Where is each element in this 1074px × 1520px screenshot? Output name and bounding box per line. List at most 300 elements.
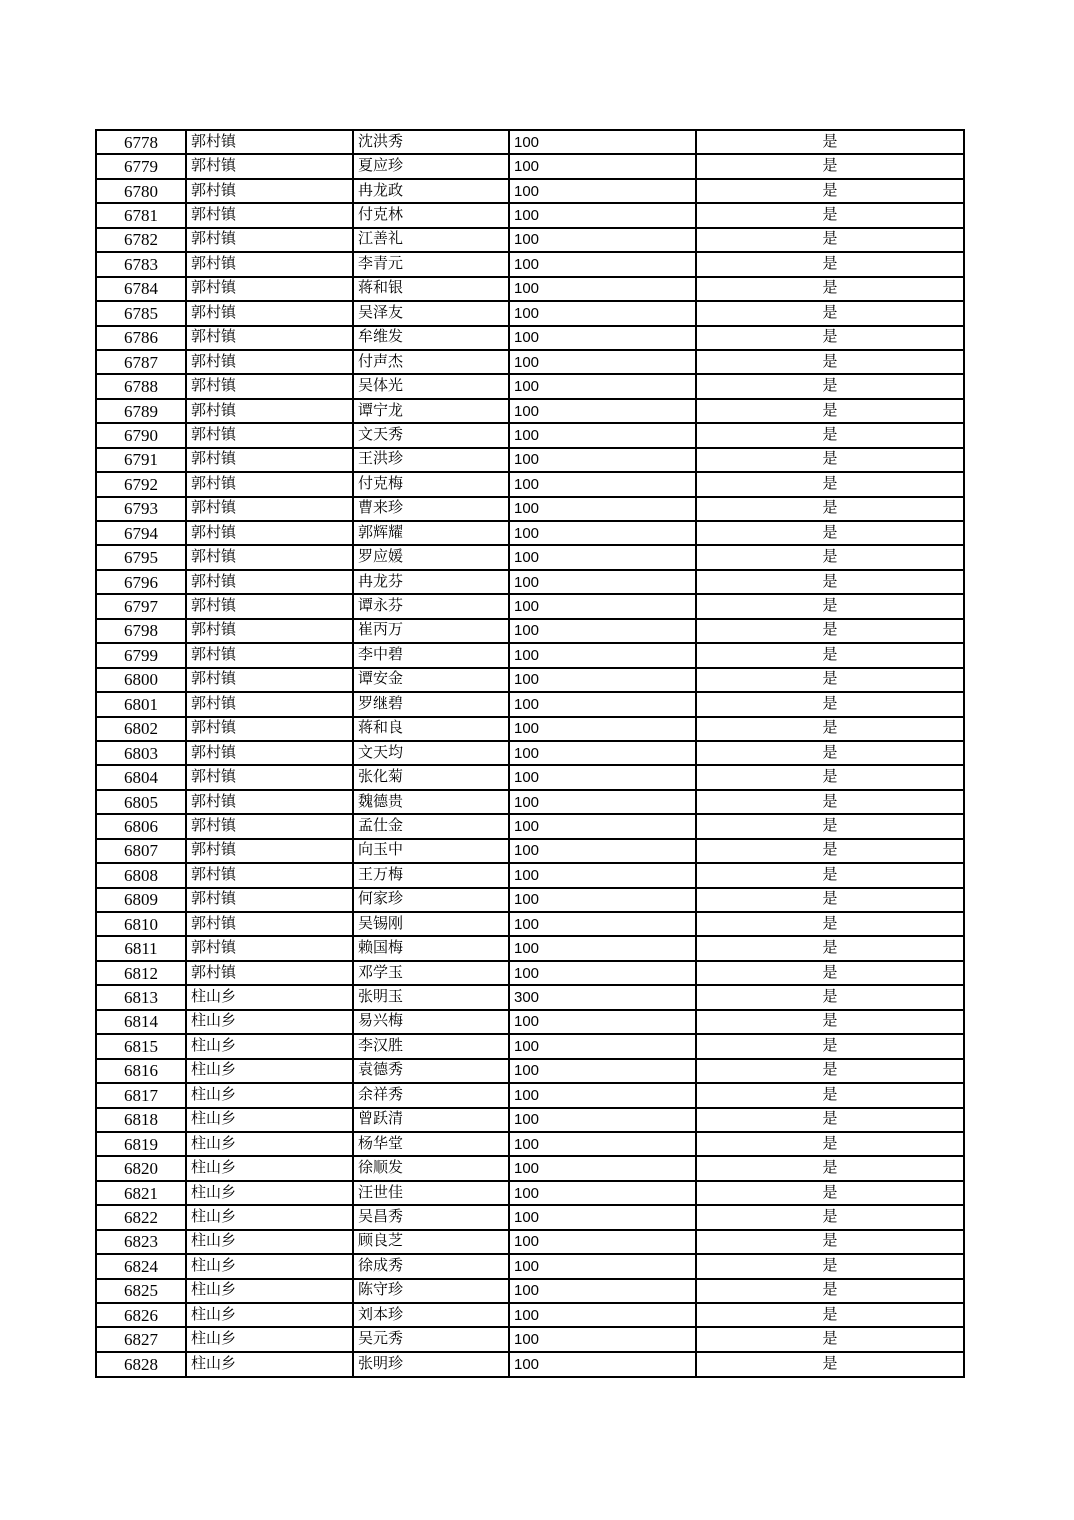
cell-confirmed: 是 xyxy=(696,179,964,203)
cell-name: 沈洪秀 xyxy=(353,130,509,154)
cell-town: 郭村镇 xyxy=(186,814,353,838)
table-row xyxy=(96,350,964,374)
cell-town: 郭村镇 xyxy=(186,374,353,398)
cell-amount: 100 xyxy=(509,1181,696,1205)
cell-id: 6795 xyxy=(96,545,186,569)
cell-id: 6826 xyxy=(96,1303,186,1327)
table-row xyxy=(96,1254,964,1278)
cell-name: 张明玉 xyxy=(353,985,509,1009)
cell-id: 6824 xyxy=(96,1254,186,1278)
cell-confirmed: 是 xyxy=(696,863,964,887)
table-row xyxy=(96,277,964,301)
cell-confirmed: 是 xyxy=(696,912,964,936)
cell-confirmed: 是 xyxy=(696,1059,964,1083)
cell-name: 吴体光 xyxy=(353,374,509,398)
table-row xyxy=(96,839,964,863)
cell-confirmed: 是 xyxy=(696,521,964,545)
cell-name: 余祥秀 xyxy=(353,1083,509,1107)
cell-amount: 100 xyxy=(509,668,696,692)
cell-confirmed: 是 xyxy=(696,1254,964,1278)
cell-confirmed: 是 xyxy=(696,203,964,227)
table-row xyxy=(96,717,964,741)
cell-id: 6788 xyxy=(96,374,186,398)
cell-id: 6807 xyxy=(96,839,186,863)
cell-confirmed: 是 xyxy=(696,448,964,472)
cell-id: 6815 xyxy=(96,1034,186,1058)
cell-name: 顾良芝 xyxy=(353,1230,509,1254)
cell-confirmed: 是 xyxy=(696,643,964,667)
table-row xyxy=(96,1303,964,1327)
cell-town: 郭村镇 xyxy=(186,301,353,325)
cell-amount: 100 xyxy=(509,1303,696,1327)
table-row xyxy=(96,1034,964,1058)
cell-name: 李汉胜 xyxy=(353,1034,509,1058)
cell-amount: 100 xyxy=(509,203,696,227)
cell-confirmed: 是 xyxy=(696,692,964,716)
cell-id: 6781 xyxy=(96,203,186,227)
cell-confirmed: 是 xyxy=(696,1083,964,1107)
cell-id: 6792 xyxy=(96,472,186,496)
cell-town: 郭村镇 xyxy=(186,179,353,203)
cell-name: 曹来珍 xyxy=(353,497,509,521)
cell-id: 6791 xyxy=(96,448,186,472)
table-row xyxy=(96,790,964,814)
cell-name: 吴锡刚 xyxy=(353,912,509,936)
table-row xyxy=(96,668,964,692)
cell-town: 郭村镇 xyxy=(186,130,353,154)
cell-confirmed: 是 xyxy=(696,154,964,178)
cell-name: 付克梅 xyxy=(353,472,509,496)
cell-name: 杨华堂 xyxy=(353,1132,509,1156)
cell-amount: 100 xyxy=(509,741,696,765)
cell-amount: 100 xyxy=(509,594,696,618)
cell-id: 6780 xyxy=(96,179,186,203)
cell-amount: 100 xyxy=(509,1352,696,1377)
cell-town: 柱山乡 xyxy=(186,1083,353,1107)
cell-confirmed: 是 xyxy=(696,888,964,912)
cell-confirmed: 是 xyxy=(696,252,964,276)
cell-amount: 100 xyxy=(509,1132,696,1156)
cell-amount: 100 xyxy=(509,1205,696,1229)
table-row xyxy=(96,423,964,447)
cell-confirmed: 是 xyxy=(696,1303,964,1327)
cell-amount: 100 xyxy=(509,374,696,398)
cell-confirmed: 是 xyxy=(696,326,964,350)
cell-name: 吴元秀 xyxy=(353,1327,509,1351)
cell-id: 6785 xyxy=(96,301,186,325)
cell-amount: 100 xyxy=(509,1327,696,1351)
cell-amount: 100 xyxy=(509,1108,696,1132)
table-row xyxy=(96,326,964,350)
cell-id: 6820 xyxy=(96,1156,186,1180)
cell-confirmed: 是 xyxy=(696,1181,964,1205)
table-row xyxy=(96,1205,964,1229)
cell-town: 郭村镇 xyxy=(186,863,353,887)
cell-id: 6796 xyxy=(96,570,186,594)
table-row xyxy=(96,179,964,203)
table-row xyxy=(96,154,964,178)
cell-confirmed: 是 xyxy=(696,1132,964,1156)
cell-confirmed: 是 xyxy=(696,1230,964,1254)
beneficiary-table xyxy=(95,129,965,1378)
cell-id: 6803 xyxy=(96,741,186,765)
cell-town: 郭村镇 xyxy=(186,619,353,643)
cell-amount: 100 xyxy=(509,1034,696,1058)
cell-amount: 100 xyxy=(509,423,696,447)
cell-id: 6784 xyxy=(96,277,186,301)
cell-amount: 100 xyxy=(509,643,696,667)
cell-name: 谭宁龙 xyxy=(353,399,509,423)
cell-town: 郭村镇 xyxy=(186,692,353,716)
cell-name: 袁德秀 xyxy=(353,1059,509,1083)
cell-amount: 100 xyxy=(509,1010,696,1034)
cell-id: 6818 xyxy=(96,1108,186,1132)
table-row xyxy=(96,863,964,887)
cell-name: 崔丙万 xyxy=(353,619,509,643)
cell-confirmed: 是 xyxy=(696,277,964,301)
cell-town: 柱山乡 xyxy=(186,1132,353,1156)
cell-name: 李青元 xyxy=(353,252,509,276)
cell-amount: 100 xyxy=(509,1254,696,1278)
cell-town: 柱山乡 xyxy=(186,1254,353,1278)
cell-confirmed: 是 xyxy=(696,1034,964,1058)
cell-amount: 100 xyxy=(509,252,696,276)
cell-id: 6808 xyxy=(96,863,186,887)
cell-amount: 100 xyxy=(509,472,696,496)
table-body xyxy=(96,130,964,1377)
cell-town: 柱山乡 xyxy=(186,1303,353,1327)
cell-confirmed: 是 xyxy=(696,936,964,960)
cell-town: 郭村镇 xyxy=(186,936,353,960)
cell-amount: 100 xyxy=(509,497,696,521)
cell-amount: 100 xyxy=(509,545,696,569)
cell-amount: 100 xyxy=(509,448,696,472)
cell-confirmed: 是 xyxy=(696,374,964,398)
cell-confirmed: 是 xyxy=(696,717,964,741)
cell-town: 郭村镇 xyxy=(186,521,353,545)
cell-name: 谭永芬 xyxy=(353,594,509,618)
cell-confirmed: 是 xyxy=(696,545,964,569)
table-row xyxy=(96,1279,964,1303)
table-row xyxy=(96,252,964,276)
cell-town: 郭村镇 xyxy=(186,472,353,496)
cell-name: 李中碧 xyxy=(353,643,509,667)
table-row xyxy=(96,399,964,423)
cell-name: 谭安金 xyxy=(353,668,509,692)
table-row xyxy=(96,936,964,960)
table-row xyxy=(96,643,964,667)
cell-amount: 100 xyxy=(509,912,696,936)
cell-id: 6802 xyxy=(96,717,186,741)
cell-amount: 100 xyxy=(509,228,696,252)
cell-amount: 100 xyxy=(509,936,696,960)
cell-id: 6787 xyxy=(96,350,186,374)
cell-amount: 100 xyxy=(509,717,696,741)
cell-town: 郭村镇 xyxy=(186,545,353,569)
cell-id: 6810 xyxy=(96,912,186,936)
table-row xyxy=(96,1108,964,1132)
cell-amount: 100 xyxy=(509,326,696,350)
cell-town: 郭村镇 xyxy=(186,594,353,618)
cell-town: 郭村镇 xyxy=(186,765,353,789)
cell-confirmed: 是 xyxy=(696,1352,964,1377)
cell-id: 6797 xyxy=(96,594,186,618)
table-row xyxy=(96,448,964,472)
cell-town: 郭村镇 xyxy=(186,252,353,276)
cell-amount: 100 xyxy=(509,154,696,178)
cell-confirmed: 是 xyxy=(696,985,964,1009)
cell-name: 汪世佳 xyxy=(353,1181,509,1205)
cell-amount: 100 xyxy=(509,961,696,985)
cell-amount: 100 xyxy=(509,179,696,203)
cell-confirmed: 是 xyxy=(696,1279,964,1303)
cell-town: 郭村镇 xyxy=(186,326,353,350)
cell-town: 郭村镇 xyxy=(186,717,353,741)
cell-name: 曾跃清 xyxy=(353,1108,509,1132)
cell-id: 6828 xyxy=(96,1352,186,1377)
cell-town: 郭村镇 xyxy=(186,497,353,521)
cell-name: 张化菊 xyxy=(353,765,509,789)
cell-name: 徐顺发 xyxy=(353,1156,509,1180)
cell-town: 柱山乡 xyxy=(186,1034,353,1058)
cell-amount: 100 xyxy=(509,350,696,374)
cell-amount: 100 xyxy=(509,1083,696,1107)
cell-confirmed: 是 xyxy=(696,961,964,985)
cell-name: 王万梅 xyxy=(353,863,509,887)
table-row xyxy=(96,497,964,521)
table-row xyxy=(96,472,964,496)
table-row xyxy=(96,130,964,154)
table-row xyxy=(96,985,964,1009)
cell-confirmed: 是 xyxy=(696,570,964,594)
cell-town: 郭村镇 xyxy=(186,448,353,472)
cell-id: 6805 xyxy=(96,790,186,814)
cell-town: 柱山乡 xyxy=(186,1352,353,1377)
cell-confirmed: 是 xyxy=(696,814,964,838)
cell-id: 6812 xyxy=(96,961,186,985)
cell-id: 6819 xyxy=(96,1132,186,1156)
cell-id: 6794 xyxy=(96,521,186,545)
cell-town: 郭村镇 xyxy=(186,741,353,765)
cell-name: 易兴梅 xyxy=(353,1010,509,1034)
cell-amount: 100 xyxy=(509,839,696,863)
table-row xyxy=(96,570,964,594)
cell-amount: 100 xyxy=(509,765,696,789)
cell-amount: 100 xyxy=(509,570,696,594)
cell-name: 文天均 xyxy=(353,741,509,765)
table-row xyxy=(96,1059,964,1083)
cell-amount: 100 xyxy=(509,521,696,545)
table-row xyxy=(96,888,964,912)
cell-town: 郭村镇 xyxy=(186,888,353,912)
cell-amount: 100 xyxy=(509,863,696,887)
table-row xyxy=(96,521,964,545)
cell-confirmed: 是 xyxy=(696,423,964,447)
cell-name: 孟仕金 xyxy=(353,814,509,838)
cell-id: 6801 xyxy=(96,692,186,716)
cell-id: 6783 xyxy=(96,252,186,276)
cell-id: 6778 xyxy=(96,130,186,154)
cell-amount: 100 xyxy=(509,619,696,643)
cell-name: 江善礼 xyxy=(353,228,509,252)
table-row xyxy=(96,814,964,838)
cell-town: 柱山乡 xyxy=(186,1010,353,1034)
cell-name: 夏应珍 xyxy=(353,154,509,178)
table-row xyxy=(96,1230,964,1254)
cell-amount: 100 xyxy=(509,790,696,814)
cell-town: 柱山乡 xyxy=(186,1059,353,1083)
cell-town: 柱山乡 xyxy=(186,1108,353,1132)
cell-id: 6825 xyxy=(96,1279,186,1303)
cell-id: 6817 xyxy=(96,1083,186,1107)
table-row xyxy=(96,1010,964,1034)
cell-town: 郭村镇 xyxy=(186,912,353,936)
cell-id: 6800 xyxy=(96,668,186,692)
cell-confirmed: 是 xyxy=(696,399,964,423)
cell-id: 6827 xyxy=(96,1327,186,1351)
cell-town: 柱山乡 xyxy=(186,1205,353,1229)
cell-town: 柱山乡 xyxy=(186,1230,353,1254)
cell-confirmed: 是 xyxy=(696,228,964,252)
cell-name: 何家珍 xyxy=(353,888,509,912)
table-row xyxy=(96,594,964,618)
table-row xyxy=(96,1156,964,1180)
cell-name: 冉龙芬 xyxy=(353,570,509,594)
cell-id: 6793 xyxy=(96,497,186,521)
table-row xyxy=(96,1327,964,1351)
cell-name: 吴泽友 xyxy=(353,301,509,325)
cell-amount: 300 xyxy=(509,985,696,1009)
table-row xyxy=(96,961,964,985)
cell-town: 柱山乡 xyxy=(186,1327,353,1351)
cell-town: 郭村镇 xyxy=(186,154,353,178)
cell-amount: 100 xyxy=(509,301,696,325)
cell-name: 王洪珍 xyxy=(353,448,509,472)
table-row xyxy=(96,1132,964,1156)
cell-confirmed: 是 xyxy=(696,1205,964,1229)
cell-amount: 100 xyxy=(509,1059,696,1083)
cell-confirmed: 是 xyxy=(696,741,964,765)
cell-id: 6816 xyxy=(96,1059,186,1083)
cell-id: 6814 xyxy=(96,1010,186,1034)
cell-name: 蒋和银 xyxy=(353,277,509,301)
table-row xyxy=(96,1181,964,1205)
cell-id: 6806 xyxy=(96,814,186,838)
cell-name: 付克林 xyxy=(353,203,509,227)
cell-confirmed: 是 xyxy=(696,790,964,814)
cell-id: 6799 xyxy=(96,643,186,667)
cell-name: 赖国梅 xyxy=(353,936,509,960)
cell-confirmed: 是 xyxy=(696,839,964,863)
cell-amount: 100 xyxy=(509,814,696,838)
cell-name: 蒋和良 xyxy=(353,717,509,741)
cell-id: 6798 xyxy=(96,619,186,643)
table-row xyxy=(96,203,964,227)
cell-confirmed: 是 xyxy=(696,765,964,789)
cell-name: 徐成秀 xyxy=(353,1254,509,1278)
cell-id: 6779 xyxy=(96,154,186,178)
cell-name: 魏德贵 xyxy=(353,790,509,814)
cell-town: 郭村镇 xyxy=(186,570,353,594)
cell-id: 6823 xyxy=(96,1230,186,1254)
cell-town: 郭村镇 xyxy=(186,839,353,863)
cell-amount: 100 xyxy=(509,1279,696,1303)
cell-name: 刘本珍 xyxy=(353,1303,509,1327)
cell-name: 冉龙政 xyxy=(353,179,509,203)
table-row xyxy=(96,692,964,716)
cell-town: 柱山乡 xyxy=(186,1156,353,1180)
table-row xyxy=(96,545,964,569)
table-row xyxy=(96,1352,964,1377)
cell-id: 6789 xyxy=(96,399,186,423)
cell-name: 郭辉耀 xyxy=(353,521,509,545)
cell-id: 6790 xyxy=(96,423,186,447)
cell-confirmed: 是 xyxy=(696,619,964,643)
cell-confirmed: 是 xyxy=(696,668,964,692)
cell-name: 罗继碧 xyxy=(353,692,509,716)
cell-id: 6804 xyxy=(96,765,186,789)
cell-confirmed: 是 xyxy=(696,497,964,521)
cell-amount: 100 xyxy=(509,1156,696,1180)
cell-confirmed: 是 xyxy=(696,1010,964,1034)
cell-town: 郭村镇 xyxy=(186,961,353,985)
cell-confirmed: 是 xyxy=(696,594,964,618)
cell-town: 郭村镇 xyxy=(186,277,353,301)
cell-town: 郭村镇 xyxy=(186,203,353,227)
cell-id: 6782 xyxy=(96,228,186,252)
cell-confirmed: 是 xyxy=(696,130,964,154)
cell-name: 牟维发 xyxy=(353,326,509,350)
cell-name: 向玉中 xyxy=(353,839,509,863)
table-row xyxy=(96,374,964,398)
table-row xyxy=(96,741,964,765)
cell-town: 柱山乡 xyxy=(186,985,353,1009)
cell-id: 6811 xyxy=(96,936,186,960)
cell-town: 郭村镇 xyxy=(186,790,353,814)
cell-confirmed: 是 xyxy=(696,1327,964,1351)
cell-amount: 100 xyxy=(509,399,696,423)
cell-id: 6822 xyxy=(96,1205,186,1229)
table-row xyxy=(96,765,964,789)
cell-town: 郭村镇 xyxy=(186,668,353,692)
cell-name: 张明珍 xyxy=(353,1352,509,1377)
cell-id: 6813 xyxy=(96,985,186,1009)
cell-town: 柱山乡 xyxy=(186,1181,353,1205)
cell-town: 郭村镇 xyxy=(186,399,353,423)
cell-town: 郭村镇 xyxy=(186,350,353,374)
cell-amount: 100 xyxy=(509,277,696,301)
cell-name: 吴昌秀 xyxy=(353,1205,509,1229)
cell-confirmed: 是 xyxy=(696,350,964,374)
cell-confirmed: 是 xyxy=(696,1156,964,1180)
cell-town: 郭村镇 xyxy=(186,643,353,667)
cell-confirmed: 是 xyxy=(696,301,964,325)
cell-name: 邓学玉 xyxy=(353,961,509,985)
table-row xyxy=(96,619,964,643)
cell-town: 柱山乡 xyxy=(186,1279,353,1303)
table-row xyxy=(96,301,964,325)
table-row xyxy=(96,1083,964,1107)
cell-name: 付声杰 xyxy=(353,350,509,374)
cell-amount: 100 xyxy=(509,888,696,912)
cell-id: 6786 xyxy=(96,326,186,350)
cell-name: 陈守珍 xyxy=(353,1279,509,1303)
cell-confirmed: 是 xyxy=(696,1108,964,1132)
cell-id: 6809 xyxy=(96,888,186,912)
cell-confirmed: 是 xyxy=(696,472,964,496)
cell-town: 郭村镇 xyxy=(186,228,353,252)
cell-name: 文天秀 xyxy=(353,423,509,447)
